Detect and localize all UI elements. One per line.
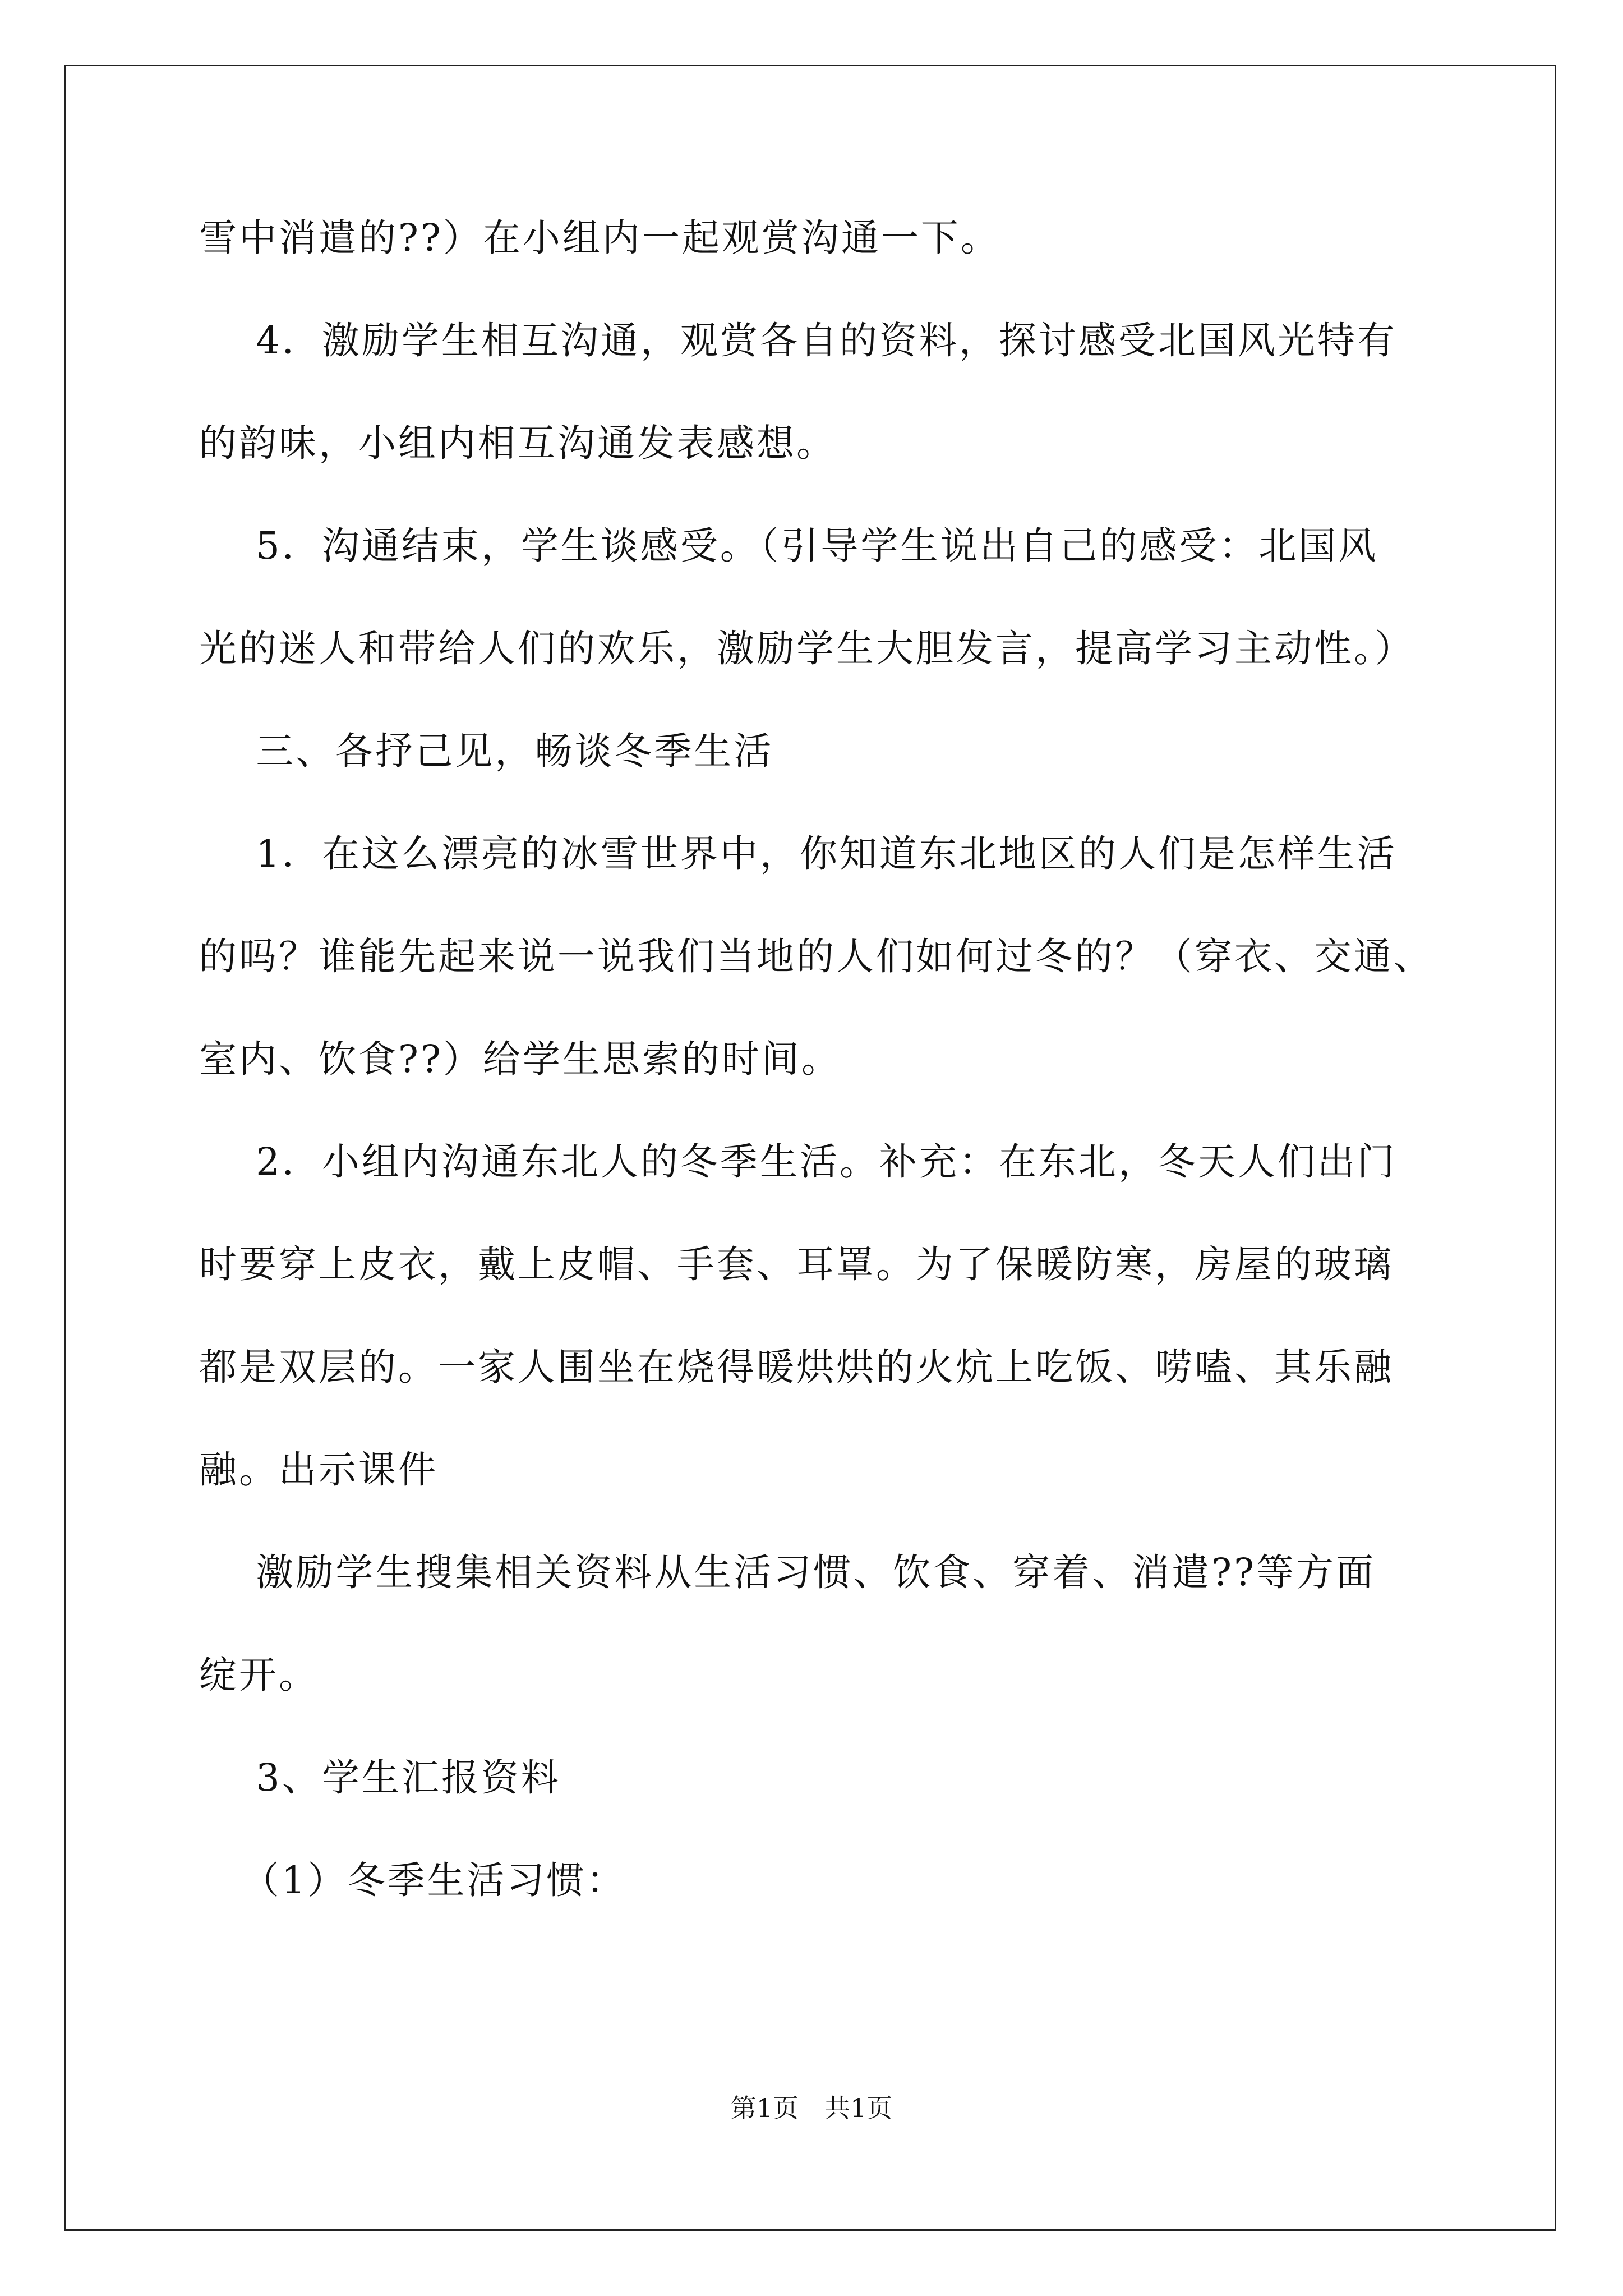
text-line: 激励学生搜集相关资料从生活习惯、饮食、穿着、消遣??等方面 xyxy=(199,1550,1376,1594)
text-line: 光的迷人和带给人们的欢乐，激励学生大胆发言，提高学习主动性。） xyxy=(199,627,1415,670)
text-line: 融。出示课件 xyxy=(199,1448,438,1492)
page-number-label: 第1页 共1页 xyxy=(730,2093,893,2123)
text-line: 的韵味，小组内相互沟通发表感想。 xyxy=(199,421,836,465)
text-line: 4．激励学生相互沟通，观赏各自的资料，探讨感受北国风光特有 xyxy=(199,319,1397,362)
text-line: 1．在这么漂亮的冰雪世界中，你知道东北地区的人们是怎样生活 xyxy=(199,832,1397,876)
text-line: 绽开。 xyxy=(199,1653,319,1697)
text-line: 都是双层的。一家人围坐在烧得暖烘烘的火炕上吃饭、唠嗑、其乐融 xyxy=(199,1345,1394,1389)
text-line: 5．沟通结束，学生谈感受。（引导学生说出自己的感受：北国风 xyxy=(199,524,1378,568)
text-line: 的吗？谁能先起来说一说我们当地的人们如何过冬的？（穿衣、交通、 xyxy=(199,935,1433,978)
list-item-heading: （1）冬季生活习惯： xyxy=(199,1858,626,1902)
text-line: 2．小组内沟通东北人的冬季生活。补充：在东北，冬天人们出门 xyxy=(199,1140,1397,1184)
section-heading: 三、各抒己见，畅谈冬季生活 xyxy=(199,729,774,773)
text-line: 室内、饮食??）给学生思索的时间。 xyxy=(199,1037,841,1081)
subsection-heading: 3、学生汇报资料 xyxy=(199,1756,561,1800)
text-line: 时要穿上皮衣，戴上皮帽、手套、耳罩。为了保暖防寒，房屋的玻璃 xyxy=(199,1243,1394,1286)
text-line: 雪中消遣的??）在小组内一起观赏沟通一下。 xyxy=(199,216,1000,260)
page-footer xyxy=(0,2088,1623,2125)
